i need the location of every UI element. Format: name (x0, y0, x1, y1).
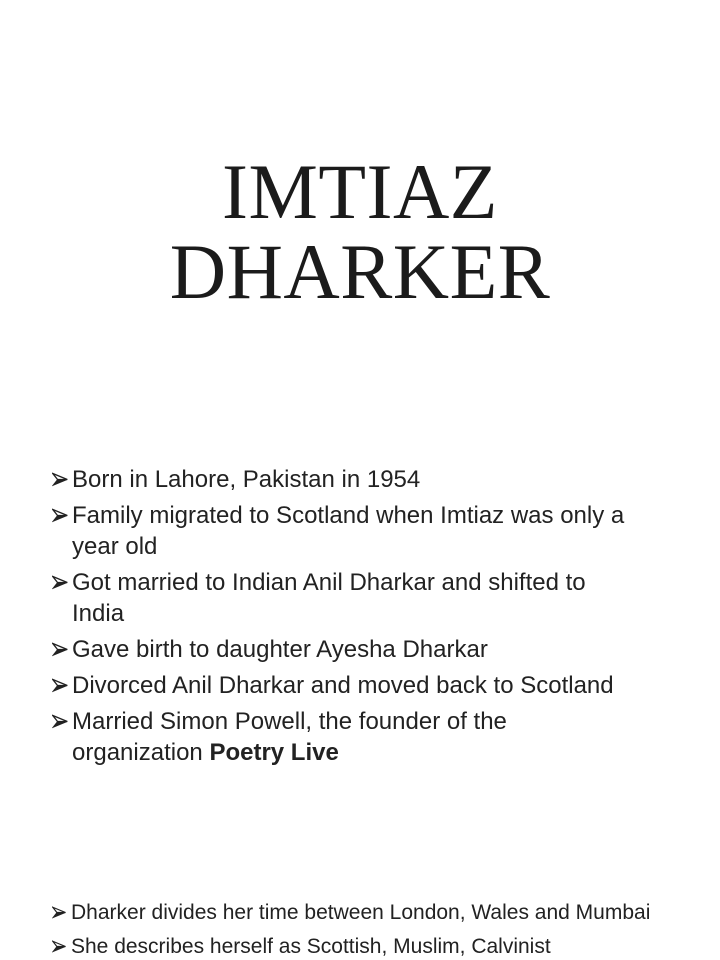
arrow-bullet-icon (52, 939, 67, 954)
arrow-bullet-icon (52, 471, 69, 488)
bullet-text-line: Married Simon Powell, the founder of the (72, 708, 507, 735)
list-item (56, 706, 672, 768)
list-item (56, 670, 672, 701)
list-item (56, 464, 672, 495)
bullet-text-line: Family migrated to Scotland when Imtiaz was only a (72, 502, 625, 529)
bullet-text-segment: organization (72, 739, 210, 766)
bullet-text-line (72, 737, 672, 768)
arrow-bullet-icon (52, 905, 67, 920)
list-item (56, 899, 706, 926)
list-item (56, 500, 672, 562)
footer-bullet-text: She describes herself as Scottish, Muslim, Calvinist (71, 935, 551, 958)
footer-bullet-list (56, 899, 706, 960)
arrow-bullet-icon (52, 677, 69, 694)
bullet-text-line: year old (72, 533, 158, 560)
arrow-bullet-icon (52, 641, 69, 658)
poetry-live-bold-text: Poetry Live (209, 739, 339, 766)
arrow-bullet-icon (52, 574, 69, 591)
list-item (56, 567, 672, 629)
list-item (56, 933, 706, 960)
bullet-text-line: Got married to Indian Anil Dharkar and shifted to (72, 569, 586, 596)
arrow-bullet-icon (52, 507, 69, 524)
bullet-text: Gave birth to daughter Ayesha Dharkar (72, 636, 488, 663)
arrow-bullet-icon (52, 713, 69, 730)
bullet-text-line: India (72, 600, 125, 627)
slide-title (0, 148, 720, 315)
bullet-text: Born in Lahore, Pakistan in 1954 (72, 466, 421, 493)
bullet-text: Divorced Anil Dharkar and moved back to Scotland (72, 672, 614, 699)
slide-title-line-1: IMTIAZ (222, 148, 498, 235)
list-item (56, 634, 672, 665)
footer-bullet-text: Dharker divides her time between London, Wales and Mumbai (71, 901, 651, 924)
slide-title-line-2: DHARKER (169, 228, 551, 315)
main-bullet-list (56, 464, 672, 773)
